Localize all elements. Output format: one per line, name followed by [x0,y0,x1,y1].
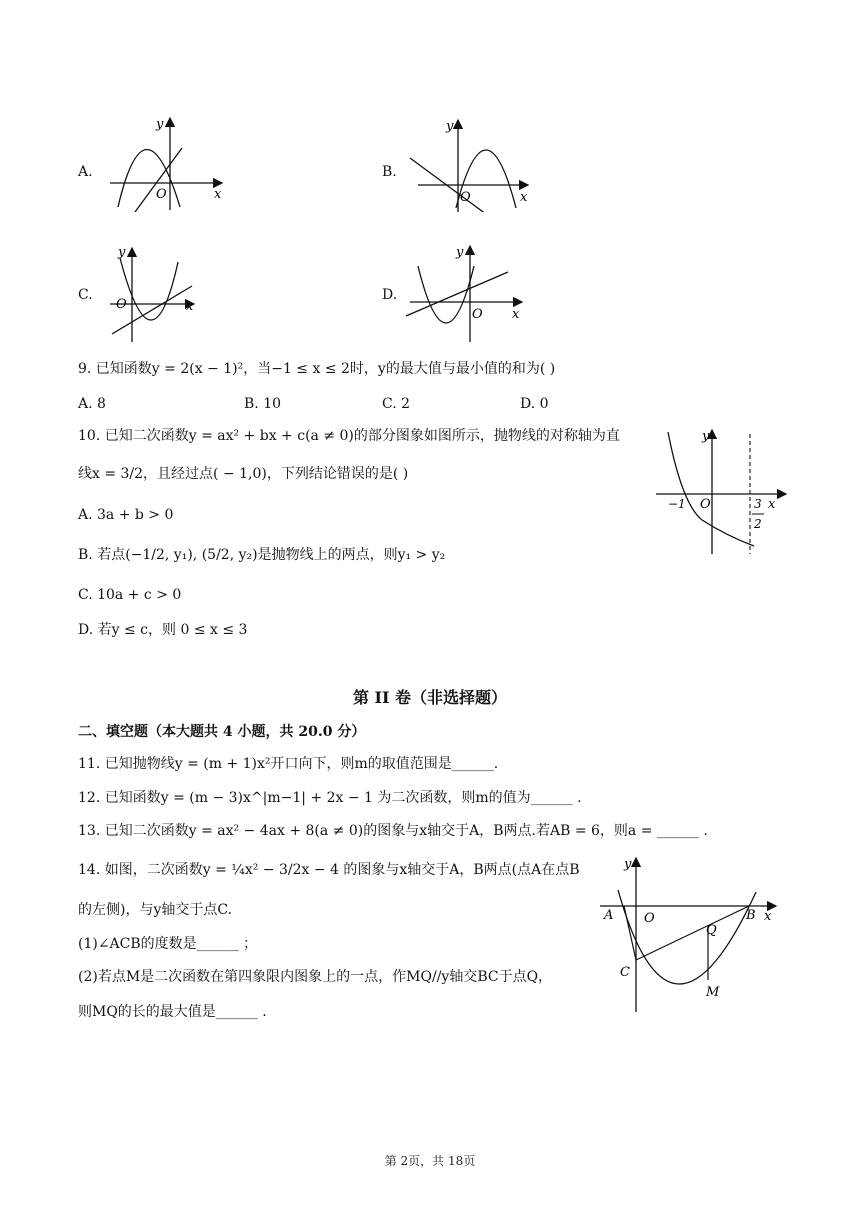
x-label: x [520,190,528,205]
point-c-label: C [620,965,630,980]
q8-graph-d [404,240,534,344]
q8-graph-a [110,112,235,212]
origin-label: O [156,187,167,202]
parabola [418,266,474,323]
origin-label: O [472,307,483,322]
q8-option-c-label: C. [78,287,93,303]
q12: 12. 已知函数y = (m − 3)x^|m−1| + 2x − 1 为二次函数，则m的值为______ . [78,790,582,806]
q14-sub2: (2)若点M是二次函数在第四象限内图象上的一点，作MQ//y轴交BC于点Q， [78,969,553,985]
neg-one-label: −1 [668,497,686,511]
q10-stem-line1: 10. 已知二次函数y = ax² + bx + c(a ≠ 0)的部分图象如图所示，抛物线的对称轴为直 [78,428,620,444]
q14-line2: 的左侧)，与y轴交于点C. [78,902,233,918]
origin-label: O [644,911,655,926]
point-a-label: A [604,908,614,923]
q14-sub1: (1)∠ACB的度数是______ ； [78,936,258,952]
q8-graph-b [404,112,534,212]
y-label: y [446,119,454,134]
q9-option-b: B. 10 [244,396,282,412]
parabola [118,150,180,208]
q8-option-a-label: A. [78,164,93,180]
point-m-label: M [706,985,720,1000]
q9-option-c: C. 2 [382,396,411,412]
parabola [668,432,754,546]
point-q-label: Q [706,923,717,938]
point-b-label: B [746,908,756,923]
parabola [618,890,756,984]
two-label: 2 [754,517,762,531]
origin-label: O [116,297,127,312]
q11: 11. 已知抛物线y = (m + 1)x²开口向下，则m的取值范围是______. [78,756,499,772]
x-label: x [764,909,772,924]
q10-graph [652,424,792,558]
x-label: x [512,307,520,322]
part2-title: 第 II 卷（非选择题） [352,688,508,707]
q8-option-b-label: B. [382,164,397,180]
q8-option-d-label: D. [382,287,398,303]
q10-option-d: D. 若y ≤ c，则 0 ≤ x ≤ 3 [78,622,248,638]
q9-option-d: D. 0 [520,396,549,412]
section2-title: 二、填空题（本大题共 4 小题，共 20.0 分） [78,724,366,740]
y-label: y [456,245,464,260]
q10-stem-line2: 线x = 3/2，且经过点( − 1,0)，下列结论错误的是( ) [78,466,409,482]
x-label: x [214,187,222,202]
q14-line1: 14. 如图，二次函数y = ¼x² − 3/2x − 4 的图象与x轴交于A，B两点(点A在点B [78,862,580,878]
origin-label: O [700,497,711,512]
q10-option-b: B. 若点(−1/2, y₁), (5/2, y₂)是抛物线上的两点，则y₁ > y₂ [78,547,446,563]
q10-option-a: A. 3a + b > 0 [78,507,174,523]
y-label: y [118,245,126,260]
y-label: y [702,429,710,444]
q9-option-a: A. 8 [78,396,106,412]
q8-graph-c [106,240,206,344]
parabola [120,258,178,320]
three-label: 3 [754,497,762,511]
q10-option-c: C. 10a + c > 0 [78,587,182,603]
q13: 13. 已知二次函数y = ax² − 4ax + 8(a ≠ 0)的图象与x轴交于A，B两点.若AB = 6，则a = ______ . [78,823,708,839]
origin-label: O [460,190,471,205]
q9-stem: 9. 已知函数y = 2(x − 1)²，当−1 ≤ x ≤ 2时，y的最大值与最小值的和为( ) [78,361,556,377]
q14-sub3: 则MQ的长的最大值是______ . [78,1004,267,1020]
x-label: x [186,299,194,314]
x-label: x [768,497,776,512]
y-label: y [624,857,632,872]
y-label: y [156,117,164,132]
segment-ac [624,906,636,960]
q14-graph [596,852,782,1014]
page-footer: 第 2页，共 18页 [384,1154,476,1168]
